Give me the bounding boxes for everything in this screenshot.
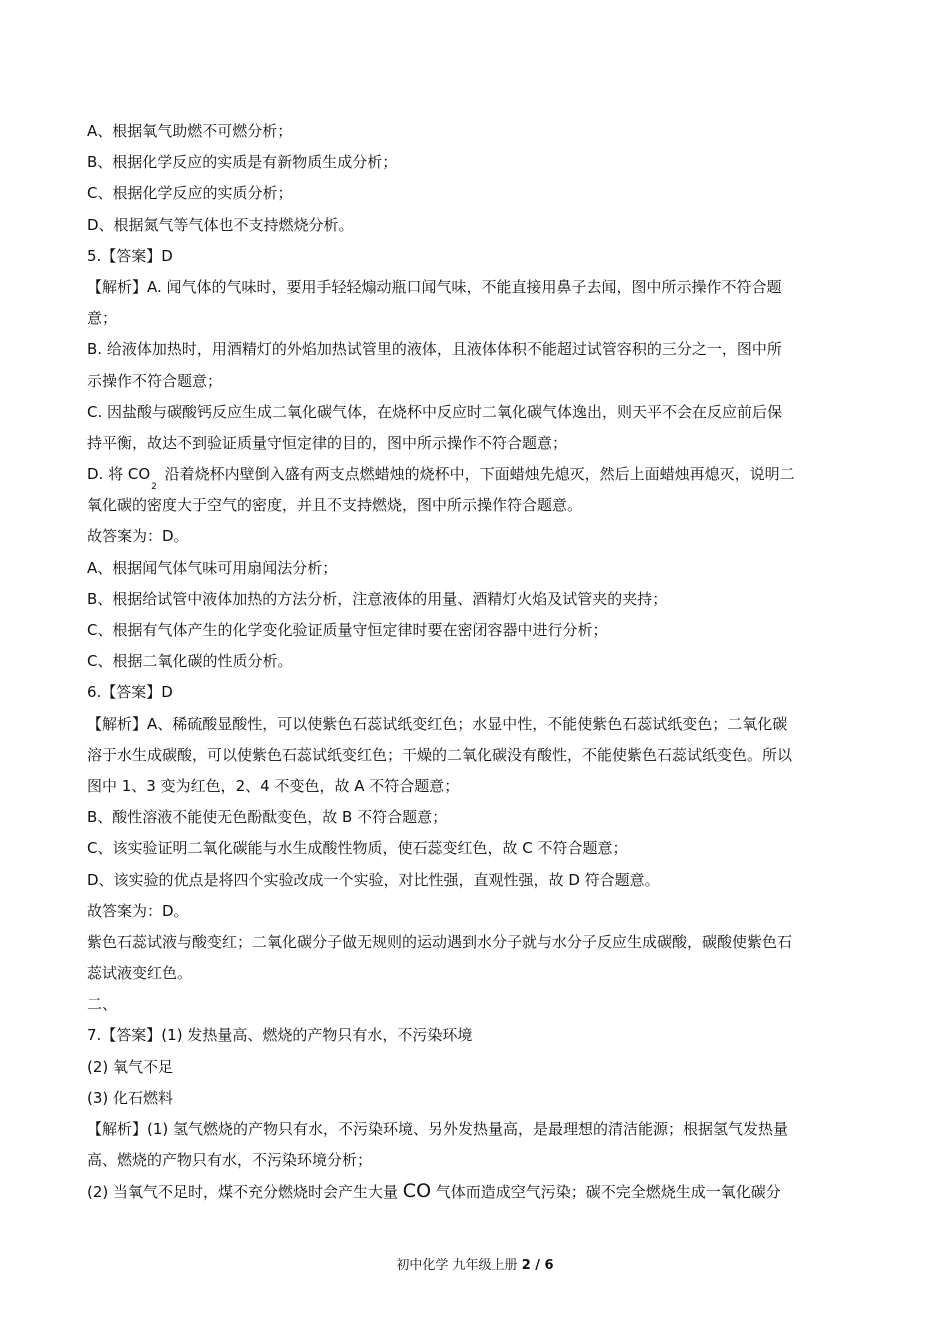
text-line: 【解析】A、稀硫酸显酸性，可以使紫色石蕊试纸变红色；水显中性，不能使紫色石蕊试纸变色；二氧化碳 xyxy=(87,714,788,733)
text-line: B. 给液体加热时，用酒精灯的外焰加热试管里的液体，且液体体积不能超过试管容积的三分之一，图中所 xyxy=(87,340,782,359)
subscript-2: 2 xyxy=(151,482,157,493)
text-line: B、酸性溶液不能使无色酚酞变色，故 B 不符合题意； xyxy=(87,808,448,827)
co-formula: CO xyxy=(402,1180,432,1203)
answer-heading: 6.【答案】D xyxy=(87,683,173,702)
co2-prefix: D. 将 CO xyxy=(87,465,151,484)
answer-heading: 5.【答案】D xyxy=(87,246,173,265)
text-line: C、根据化学反应的实质分析； xyxy=(87,184,293,203)
text-line: A、根据氧气助燃不可燃分析； xyxy=(87,122,293,140)
text-line: D、根据氮气等气体也不支持燃烧分析。 xyxy=(87,215,354,234)
text-line: 溶于水生成碳酸，可以使紫色石蕊试纸变红色；干燥的二氧化碳没有酸性，不能使紫色石蕊试纸变色。所以 xyxy=(87,745,793,764)
text-line: C、该实验证明二氧化碳能与水生成酸性物质，使石蕊变红色，故 C 不符合题意； xyxy=(87,839,628,858)
document-body xyxy=(87,116,862,1208)
co-prefix: (2) 当氧气不足时，煤不充分燃烧时会产生大量 xyxy=(87,1183,403,1202)
text-line: 持平衡，故达不到验证质量守恒定律的目的，图中所示操作不符合题意； xyxy=(87,433,568,452)
page-number: 2 / 6 xyxy=(521,1258,554,1273)
text-line: 示操作不符合题意； xyxy=(87,371,223,390)
text-line: A、根据闻气体气味可用扇闻法分析； xyxy=(87,558,338,577)
co-suffix: 气体而造成空气污染；碳不完全燃烧生成一氧化碳分 xyxy=(431,1183,781,1202)
text-line: 高、燃烧的产物只有水，不污染环境分析； xyxy=(87,1151,373,1170)
text-line: (3) 化石燃料 xyxy=(87,1088,174,1107)
text-line: 氧化碳的密度大于空气的密度，并且不支持燃烧，图中所示操作符合题意。 xyxy=(87,496,583,515)
text-line: 图中 1、3 变为红色，2、4 不变色，故 A 不符合题意； xyxy=(87,776,460,795)
text-line: D、该实验的优点是将四个实验改成一个实验，对比性强，直观性强，故 D 符合题意。 xyxy=(87,870,660,889)
text-line: (2) 氧气不足 xyxy=(87,1057,174,1076)
text-line: 故答案为：D。 xyxy=(87,527,189,546)
text-line: B、根据化学反应的实质是有新物质生成分析； xyxy=(87,153,398,172)
section-heading: 二、 xyxy=(87,995,118,1014)
text-line: C、根据二氧化碳的性质分析。 xyxy=(87,652,293,671)
text-line: 蕊试液变红色。 xyxy=(87,964,193,983)
co2-suffix: 沿着烧杯内壁倒入盛有两支点燃蜡烛的烧杯中，下面蜡烛先熄灭，然后上面蜡烛再熄灭，说明二 xyxy=(159,465,795,484)
text-line-co2 xyxy=(87,459,862,493)
text-line: C. 因盐酸与碳酸钙反应生成二氧化碳气体，在烧杯中反应时二氧化碳气体逸出，则天平不会在反应前后保 xyxy=(87,402,783,421)
text-line: B、根据给试管中液体加热的方法分析，注意液体的用量、酒精灯火焰及试管夹的夹持； xyxy=(87,589,668,608)
text-line: 故答案为：D。 xyxy=(87,901,189,920)
text-line: 【解析】A. 闻气体的气味时，要用手轻轻煽动瓶口闻气味，不能直接用鼻子去闻，图中所示操作不符合题 xyxy=(87,277,782,296)
text-line: 【解析】(1) 氢气燃烧的产物只有水，不污染环境、另外发热量高，是最理想的清洁能源；根据氢气发热量 xyxy=(87,1120,789,1138)
footer-subject: 初中化学 九年级上册 xyxy=(396,1258,522,1273)
text-line: 意； xyxy=(87,309,118,328)
text-line: C、根据有气体产生的化学变化验证质量守恒定律时要在密闭容器中进行分析； xyxy=(87,621,608,639)
answer-heading: 7.【答案】(1) 发热量高、燃烧的产物只有水，不污染环境 xyxy=(87,1026,473,1045)
text-line: 紫色石蕊试液与酸变红；二氧化碳分子做无规则的运动遇到水分子就与水分子反应生成碳酸，碳酸使紫色石 xyxy=(87,932,793,951)
text-line-co xyxy=(87,1176,862,1207)
page-footer xyxy=(0,1254,950,1273)
